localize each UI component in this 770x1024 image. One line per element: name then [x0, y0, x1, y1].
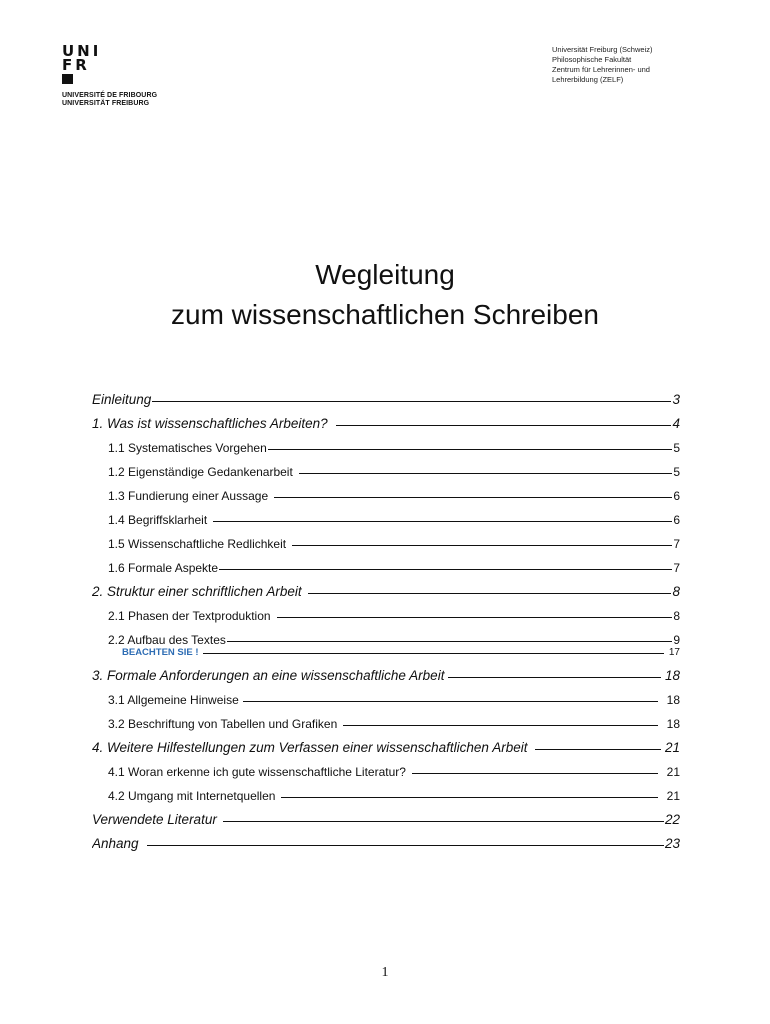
- toc-leader: [203, 653, 664, 654]
- toc-entry[interactable]: [92, 760, 680, 784]
- toc-label: 3.2 Beschriftung von Tabellen und Grafiken: [108, 717, 338, 731]
- toc-page: 18: [666, 693, 680, 707]
- toc-leader: [336, 425, 672, 426]
- toc-label: 3.1 Allgemeine Hinweise: [108, 693, 239, 707]
- toc-entry[interactable]: [92, 484, 680, 508]
- toc-label: 1.4 Begriffsklarheit: [108, 513, 208, 527]
- address-line: Philosophische Fakultät: [552, 55, 632, 64]
- toc-leader: [308, 593, 672, 594]
- toc-page: 8: [672, 584, 680, 599]
- toc-leader: [412, 773, 658, 774]
- toc-entry[interactable]: [92, 436, 680, 460]
- toc-leader: [219, 569, 672, 570]
- toc-entry[interactable]: [92, 508, 680, 532]
- address-line: Zentrum für Lehrerinnen- und: [552, 65, 650, 74]
- title-line-1: Wegleitung: [315, 259, 455, 290]
- logo-line-1: UNI: [62, 42, 102, 60]
- toc-page: 6: [673, 513, 680, 527]
- title-line-2: zum wissenschaftlichen Schreiben: [171, 299, 599, 330]
- toc-page: 21: [664, 740, 680, 755]
- toc-label: 1.1 Systematisches Vorgehen: [108, 441, 267, 455]
- toc-leader: [277, 617, 673, 618]
- toc-leader: [292, 545, 672, 546]
- logo-caption-1: UNIVERSITÉ DE FRIBOURG: [62, 92, 158, 99]
- toc-entry[interactable]: [92, 664, 680, 688]
- toc-page: 5: [673, 465, 680, 479]
- logo-square-icon: [62, 74, 73, 84]
- toc-entry[interactable]: [92, 604, 680, 628]
- logo-caption-2: UNIVERSITÄT FREIBURG: [62, 100, 150, 107]
- toc-label: 1.3 Fundierung einer Aussage: [108, 489, 269, 503]
- toc-entry[interactable]: [92, 556, 680, 580]
- toc-page: 9: [673, 633, 680, 647]
- toc-leader: [299, 473, 673, 474]
- toc-leader: [243, 701, 658, 702]
- toc-page: 7: [673, 537, 680, 551]
- toc-label: 1.6 Formale Aspekte: [108, 561, 219, 575]
- toc-page: 3: [672, 392, 680, 407]
- document-title: [0, 255, 770, 335]
- toc-page: 7: [673, 561, 680, 575]
- logo-line-2: FR: [62, 56, 90, 74]
- toc-page: 22: [664, 812, 680, 827]
- institution-address: [552, 45, 652, 85]
- toc-page: 18: [666, 717, 680, 731]
- toc-label: 1. Was ist wissenschaftliches Arbeiten?: [92, 416, 328, 431]
- toc-page: 4: [672, 416, 680, 431]
- toc-leader: [152, 401, 671, 402]
- toc-entry[interactable]: [92, 784, 680, 808]
- toc-label: Verwendete Literatur: [92, 812, 217, 827]
- toc-page: 21: [666, 789, 680, 803]
- toc-label: 2.2 Aufbau des Textes: [108, 633, 226, 647]
- toc-page: 23: [664, 836, 680, 851]
- toc-entry[interactable]: [92, 532, 680, 556]
- toc-label: 1.5 Wissenschaftliche Redlichkeit: [108, 537, 287, 551]
- toc-leader: [535, 749, 661, 750]
- toc-entry[interactable]: [92, 832, 680, 856]
- toc-label: 2. Struktur einer schriftlichen Arbeit: [92, 584, 302, 599]
- table-of-contents: [92, 388, 680, 856]
- toc-entry[interactable]: [92, 736, 680, 760]
- toc-page: 5: [673, 441, 680, 455]
- toc-entry[interactable]: [92, 712, 680, 736]
- toc-label: Anhang: [92, 836, 139, 851]
- university-logo: [62, 44, 157, 108]
- toc-page: 21: [666, 765, 680, 779]
- toc-page: 17: [668, 647, 680, 658]
- toc-label: BEACHTEN SIE !: [122, 647, 199, 658]
- toc-leader: [223, 821, 664, 822]
- toc-leader: [227, 641, 672, 642]
- toc-label: 1.2 Eigenständige Gedankenarbeit: [108, 465, 293, 479]
- toc-label: 4.1 Woran erkenne ich gute wissenschaftliche Literatur?: [108, 765, 406, 779]
- toc-page: 8: [673, 609, 680, 623]
- toc-leader: [281, 797, 657, 798]
- toc-label: Einleitung: [92, 392, 152, 407]
- toc-leader: [343, 725, 657, 726]
- toc-leader: [268, 449, 673, 450]
- toc-leader: [147, 845, 664, 846]
- toc-label: 4.2 Umgang mit Internetquellen: [108, 789, 276, 803]
- toc-label: 4. Weitere Hilfestellungen zum Verfassen einer wissenschaftlichen Arbeit: [92, 740, 528, 755]
- toc-page: 18: [664, 668, 680, 683]
- toc-leader: [274, 497, 672, 498]
- toc-entry[interactable]: [92, 580, 680, 604]
- address-line: Lehrerbildung (ZELF): [552, 75, 624, 84]
- toc-label: 3. Formale Anforderungen an eine wissenschaftliche Arbeit: [92, 668, 445, 683]
- toc-entry[interactable]: [92, 688, 680, 712]
- toc-entry[interactable]: [92, 388, 680, 412]
- toc-entry[interactable]: [92, 412, 680, 436]
- toc-page: 6: [673, 489, 680, 503]
- toc-leader: [448, 677, 661, 678]
- toc-entry[interactable]: [92, 646, 680, 660]
- page-number: 1: [381, 965, 389, 980]
- toc-entry[interactable]: [92, 460, 680, 484]
- toc-leader: [213, 521, 672, 522]
- toc-label: 2.1 Phasen der Textproduktion: [108, 609, 271, 623]
- address-line: Universität Freiburg (Schweiz): [552, 45, 653, 54]
- toc-entry[interactable]: [92, 808, 680, 832]
